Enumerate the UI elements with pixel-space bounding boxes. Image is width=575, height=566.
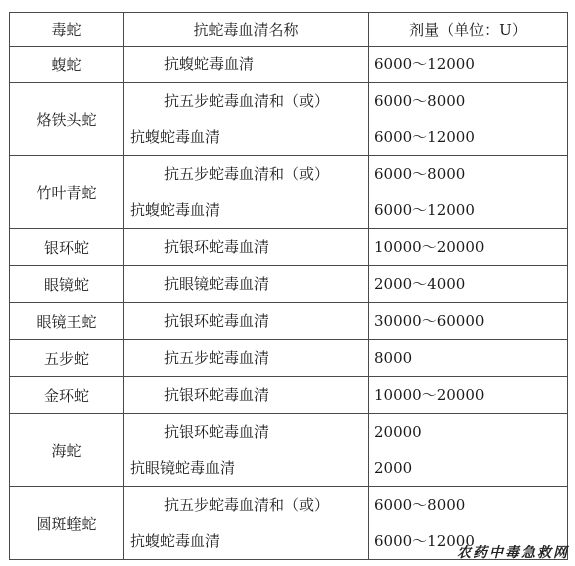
dose-cell [369,47,568,83]
serum-name-text: 抗银环蛇毒血清 [164,238,270,256]
dose-cell [369,303,568,340]
table-row [10,377,568,414]
dose-cell [369,83,568,156]
header-dose: 剂量（单位：U） [369,13,568,47]
dose-value-text: 2000～4000 [374,275,466,293]
dose-value-text: 6000～12000 [374,201,475,219]
serum-name-cell [124,303,369,340]
table-row [10,414,568,487]
serum-name-text: 抗银环蛇毒血清 [164,312,270,330]
dose-value-text: 6000～8000 [374,92,466,110]
dose-value-text: 6000～12000 [374,128,475,146]
serum-name-cell [124,156,369,229]
snake-name-cell: 蝮蛇 [10,47,124,83]
dose-cell [369,156,568,229]
snake-name-cell: 眼镜王蛇 [10,303,124,340]
dose-value-text: 6000～8000 [374,165,466,183]
site-watermark: 农药中毒急救网 [457,545,569,561]
serum-name-text: 抗蝮蛇毒血清 [130,532,221,550]
serum-name-cell [124,340,369,377]
serum-name-text: 抗银环蛇毒血清 [164,423,270,441]
serum-name-text: 抗眼镜蛇毒血清 [130,459,236,477]
serum-name-text: 抗蝮蛇毒血清 [130,128,221,146]
table-header-row [10,13,568,47]
table-row [10,156,568,229]
dose-value-text: 6000～12000 [374,55,475,73]
serum-name-cell [124,47,369,83]
dose-cell [369,414,568,487]
dose-cell [369,377,568,414]
dose-value-text: 10000～20000 [374,386,485,404]
serum-name-cell [124,229,369,266]
serum-name-text: 抗五步蛇毒血清和（或） [164,496,330,514]
header-snake: 毒蛇 [10,13,124,47]
dose-value-text: 6000～12000 [374,532,475,550]
serum-name-text: 抗五步蛇毒血清和（或） [164,165,330,183]
snake-name-cell: 银环蛇 [10,229,124,266]
table-row [10,229,568,266]
serum-name-cell [124,487,369,560]
snake-name-cell: 烙铁头蛇 [10,83,124,156]
header-serum-name: 抗蛇毒血清名称 [124,13,369,47]
table-row [10,266,568,303]
dose-cell [369,229,568,266]
serum-name-cell [124,266,369,303]
dose-cell [369,266,568,303]
serum-name-text: 抗五步蛇毒血清 [164,349,270,367]
dose-value-text: 2000 [374,459,413,477]
serum-name-text: 抗蝮蛇毒血清 [164,55,255,73]
dose-value-text: 20000 [374,423,422,441]
serum-name-text: 抗银环蛇毒血清 [164,386,270,404]
table-body [10,47,568,560]
antivenom-dosage-table [9,12,568,560]
snake-name-cell: 五步蛇 [10,340,124,377]
table-row [10,83,568,156]
serum-name-cell [124,377,369,414]
dose-value-text: 30000～60000 [374,312,485,330]
serum-name-text: 抗蝮蛇毒血清 [130,201,221,219]
table-row [10,47,568,83]
table-row [10,303,568,340]
dose-value-text: 10000～20000 [374,238,485,256]
dose-value-text: 6000～8000 [374,496,466,514]
snake-name-cell: 竹叶青蛇 [10,156,124,229]
serum-name-text: 抗五步蛇毒血清和（或） [164,92,330,110]
snake-name-cell: 眼镜蛇 [10,266,124,303]
snake-name-cell: 圆斑蝰蛇 [10,487,124,560]
serum-name-text: 抗眼镜蛇毒血清 [164,275,270,293]
dose-value-text: 8000 [374,349,413,367]
table-row [10,340,568,377]
serum-name-cell [124,414,369,487]
snake-name-cell: 金环蛇 [10,377,124,414]
serum-name-cell [124,83,369,156]
snake-name-cell: 海蛇 [10,414,124,487]
dose-cell [369,340,568,377]
